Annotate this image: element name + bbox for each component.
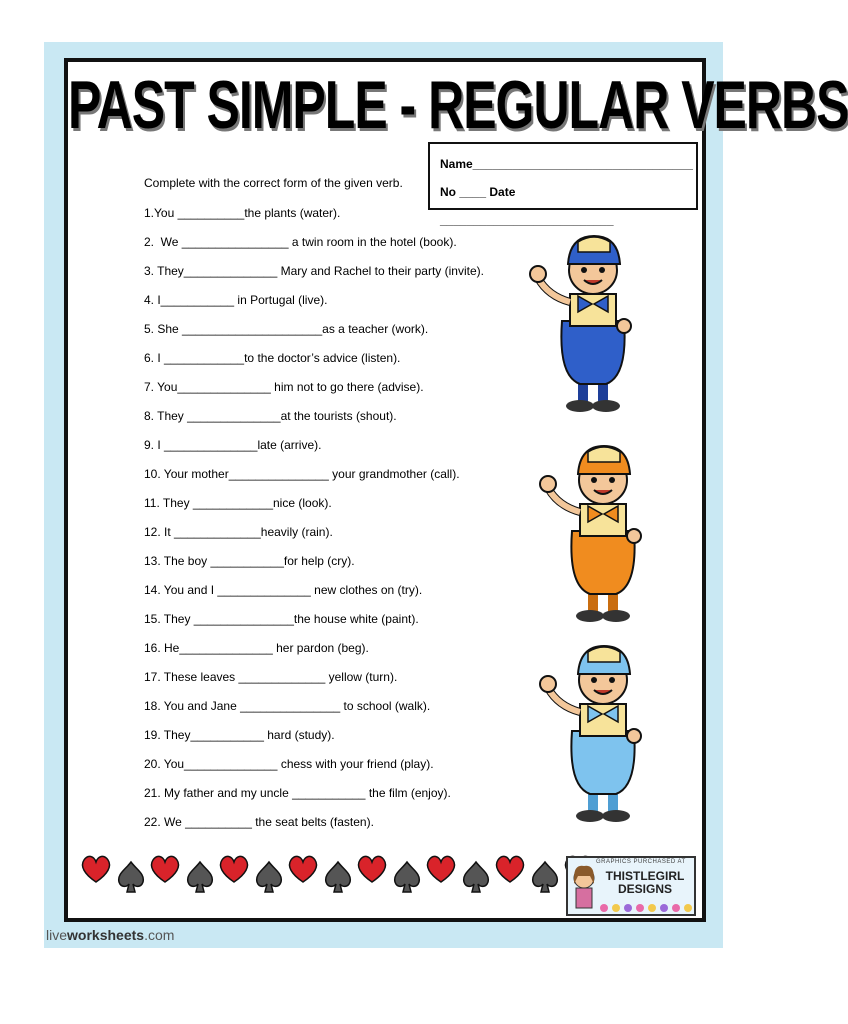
blue-kid-illustration: [528, 226, 648, 416]
exercise-item[interactable]: 20. You______________ chess with your friend (play).: [144, 757, 434, 771]
exercise-item[interactable]: 15. They _______________the house white (paint).: [144, 612, 419, 626]
brand-prefix: live: [46, 927, 68, 943]
heart-icon: [494, 854, 526, 888]
spade-icon: [322, 860, 354, 894]
exercise-item[interactable]: 18. You and Jane _______________ to school (walk).: [144, 699, 431, 713]
instruction-text: Complete with the correct form of the given verb.: [144, 176, 403, 190]
orange-kid-illustration: [538, 436, 658, 626]
name-box: [428, 142, 698, 227]
spade-icon: [115, 860, 147, 894]
heart-icon: [425, 854, 457, 888]
exercise-item[interactable]: 4. I___________ in Portugal (live).: [144, 293, 328, 307]
exercise-item[interactable]: 14. You and I ______________ new clothes on (try).: [144, 583, 423, 597]
thistlegirl-logo: [566, 856, 696, 916]
exercise-item[interactable]: 19. They___________ hard (study).: [144, 728, 335, 742]
exercise-item[interactable]: 9. I ______________late (arrive).: [144, 438, 322, 452]
heart-icon: [356, 854, 388, 888]
heart-icon: [80, 854, 112, 888]
logo-line-1: THISTLEGIRL: [605, 869, 685, 883]
exercise-list: [144, 206, 484, 844]
exercise-item[interactable]: 16. He______________ her pardon (beg).: [144, 641, 369, 655]
flowers-icon: [598, 902, 694, 914]
brand-name: worksheets: [67, 927, 145, 943]
exercise-item[interactable]: 1.You __________the plants (water).: [144, 206, 341, 220]
logo-title: [602, 870, 688, 896]
exercise-item[interactable]: 12. It _____________heavily (rain).: [144, 525, 333, 539]
spade-icon: [460, 860, 492, 894]
spade-icon: [529, 860, 561, 894]
logo-line-2: DESIGNS: [617, 882, 672, 896]
spade-icon: [184, 860, 216, 894]
heart-icon: [149, 854, 181, 888]
exercise-item[interactable]: 6. I ____________to the doctor’s advice (listen).: [144, 351, 401, 365]
exercise-item[interactable]: 10. Your mother_______________ your grandmother (call).: [144, 467, 460, 481]
exercise-item[interactable]: 2. We ________________ a twin room in the hotel (book).: [144, 235, 457, 249]
no-date-line[interactable]: No ____ Date __________________________: [440, 185, 614, 227]
heart-icon: [287, 854, 319, 888]
exercise-item[interactable]: 22. We __________ the seat belts (fasten).: [144, 815, 374, 829]
spade-icon: [253, 860, 285, 894]
heart-icon: [218, 854, 250, 888]
exercise-item[interactable]: 17. These leaves _____________ yellow (turn).: [144, 670, 398, 684]
brand-suffix: .com: [144, 927, 175, 943]
name-line[interactable]: Name_________________________________: [440, 157, 693, 171]
page-title: PAST SIMPLE - REGULAR VERBS: [68, 67, 848, 143]
exercise-item[interactable]: 11. They ____________nice (look).: [144, 496, 332, 510]
exercise-item[interactable]: 7. You______________ him not to go there (advise).: [144, 380, 424, 394]
liveworksheets-brand[interactable]: [46, 927, 174, 943]
exercise-item[interactable]: 13. The boy ___________for help (cry).: [144, 554, 355, 568]
exercise-item[interactable]: 5. She _____________________as a teacher (work).: [144, 322, 429, 336]
light-blue-kid-illustration: [538, 636, 658, 826]
exercise-item[interactable]: 8. They ______________at the tourists (shout).: [144, 409, 397, 423]
spade-icon: [391, 860, 423, 894]
exercise-item[interactable]: 3. They______________ Mary and Rachel to their party (invite).: [144, 264, 484, 278]
girl-logo-icon: [570, 864, 598, 912]
worksheet: [64, 58, 848, 922]
exercise-item[interactable]: 21. My father and my uncle ___________ the film (enjoy).: [144, 786, 451, 800]
heart-spade-border: [80, 854, 580, 894]
logo-small-text: GRAPHICS PURCHASED AT: [596, 859, 686, 865]
